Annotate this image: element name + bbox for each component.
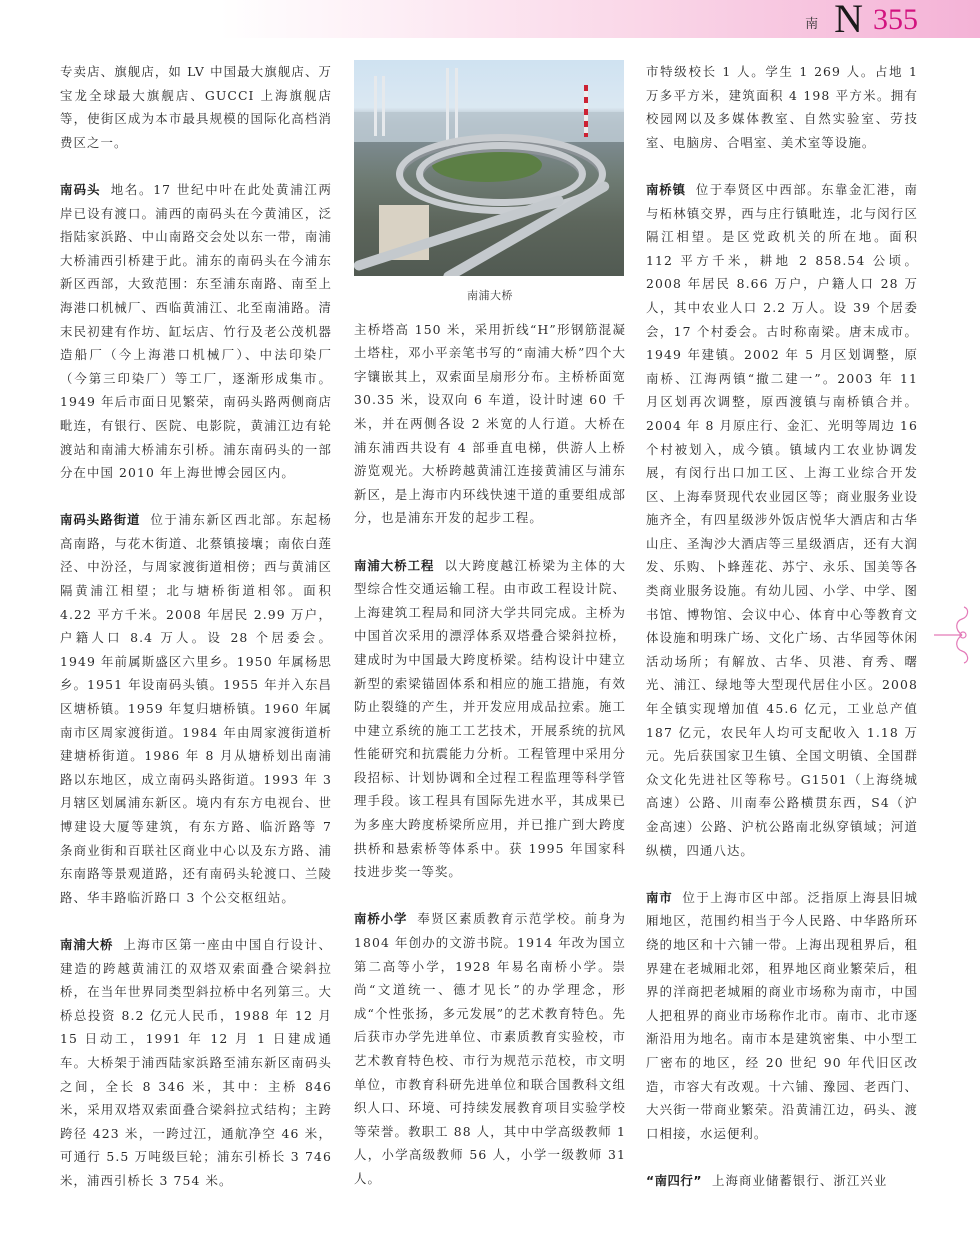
- entry-term: 南码头路街道: [60, 512, 141, 528]
- column-middle: [354, 60, 626, 1214]
- entry-term: 南浦大桥: [60, 936, 114, 952]
- entry-nanpu-bridge: [60, 933, 332, 1193]
- entry-text: 位于上海市区中部。泛指原上海县旧城厢地区，范围约相当于今人民路、中华路所环绕的地区和十六铺一带。上海出现租界后，租界建在老城厢北郊，租界地区商业繁荣后，租界的洋商把老城厢的商业市场称为南市，中国人把租界的商业市场称作北市。南市、北市逐渐沿用为地名。南市本是建筑密集、中小型工厂密布的地区，经 20 世纪 90 年代旧区改造，市容大有改观。十六铺、豫园、老西门、大兴街一带商业繁荣。沿黄浦江边，码头、渡口相接，水运便利。: [646, 889, 918, 1141]
- figure: [354, 60, 626, 308]
- scroll-ornament-icon: [932, 605, 978, 665]
- figure-caption: 南浦大桥: [467, 289, 513, 302]
- entry-nanpu-bridge-project: [354, 554, 626, 884]
- entry-text: 市特级校长 1 人。学生 1 269 人。占地 1 万多平方米，建筑面积 4 198 平方米。拥有校园网以及多媒体教室、自然实验室、劳技室、电脑房、合唱室、美术室等设施。: [646, 64, 918, 150]
- page-header: [805, 0, 918, 41]
- entry-text: 专卖店、旗舰店，如 LV 中国最大旗舰店、万宝龙全球最大旗舰店、GUCCI 上海旗舰店等，使街区成为本市最具规模的国际化高档消费区之一。: [60, 64, 332, 150]
- entry-nansihang: [646, 1169, 918, 1193]
- entry-text: 地名。17 世纪中叶在此处黄浦江两岸已设有渡口。浦西的南码头在今黄浦区，泛指陆家浜路、中山南路交会处以东一带，南浦大桥浦西引桥建于此。浦东的南码头在今浦东新区西部，大致范围：东至浦东南路、南至上海港口机械厂、西临黄浦江、北至南浦路。清末民初建有作坊、缸坛店、竹行及老公茂机器造船厂（今上海港口机械厂）、中法印染厂（今第三印染厂）等工厂，逐渐形成集市。1949 年后市面日见繁荣，南码头路两侧商店毗连，有银行、医院、电影院，黄浦江边有轮渡站和南浦大桥浦东引桥。浦东南码头的一部分在中国 2010 年上海世博会园区内。: [60, 181, 333, 481]
- photo-tower: [382, 76, 385, 136]
- entry-term: 南桥镇: [646, 181, 686, 197]
- entry-text: 以大跨度越江桥梁为主体的大型综合性交通运输工程。由市政工程设计院、上海建筑工程局和同济大学共同完成。主桥为中国首次采用的漂浮体系双塔叠合梁斜拉桥，建成时为中国最大跨度桥梁。结构设计中建立新型的索梁锚固体系和相应的施工措施，有效防止裂缝的产生，并开发应用成品拉索。施工中建立系统的施工工艺技术，开展系统的抗风性能研究和抗震能力分析。工程管理中采用分段招标、计划协调和全过程工程监理等科学管理手段。该工程具有国际先进水平，其成果已为多座大跨度桥梁所应用，并已推广到大跨度拱桥和悬索桥等体系中。获 1995 年国家科技进步奖一等奖。: [354, 557, 626, 880]
- entry-text: 上海商业储蓄银行、浙江兴业: [711, 1172, 888, 1188]
- ornament-scroll-bottom: [957, 635, 968, 663]
- column-left: [60, 60, 332, 1216]
- entry-text: 位于奉贤区中西部。东靠金汇港，南与柘林镇交界，西与庄行镇毗连，北与闵行区隔江相望。是区党政机关的所在地。面积 112 平方千米，耕地 2 858.54 公顷。2008 年居民 8.66 万户，户籍人口 28 万人，其中农业人口 2.2 万人。设 39 个居委会，17 个村委会。古时称南梁。唐末成市。1949 年建镇。2002 年 5 月区划调整，原南桥、江海两镇“撤二建一”。2003 年 11 月区划再次调整，原西渡镇与南桥镇合并。2004 年 8 月原庄行、金汇、光明等周边 16 个村被划入，成今镇。镇域内工农业协调发展，有闵行出口加工区、上海工业综合开发区、上海奉贤现代农业园区等；商业服务业设施齐全，有四星级涉外饭店悦华大酒店和古华山庄、圣淘沙大酒店等三星级酒店，还有大润发、乐购、卜蜂莲花、苏宁、永乐、国美等各类商业服务设施。有幼儿园、小学、中学、图书馆、博物馆、会议中心、体育中心等教育文体设施和明珠广场、文化广场、古华园等休闲活动场所；有解放、古华、贝港、育秀、曙光、浦江、绿地等大型现代居住小区。2008 年全镇实现增加值 45.6 亿元，工业总产值 187 亿元，农民年人均可支配收入 1.18 万元。先后获国家卫生镇、全国文明镇、全国群众文化先进社区等称号。G1501（上海绕城高速）公路、川南奉公路横贯东西，S4（沪金高速）公路、沪杭公路南北纵穿镇域；河道纵横，四通八达。: [646, 181, 918, 858]
- section-letter: N: [834, 0, 863, 41]
- entry-paragraph: [354, 318, 626, 530]
- entry-paragraph: [646, 60, 918, 154]
- photo-tower: [446, 68, 449, 148]
- bridge-photo: [354, 60, 624, 276]
- entry-text: 主桥塔高 150 米，采用折线“H”形钢筋混凝土塔柱，邓小平亲笔书写的“南浦大桥”四个大字镶嵌其上，双索面呈扇形分布。主桥桥面宽 30.35 米，设双向 6 车道，设计时速 60 千米，并在两侧各设 2 米宽的人行道。大桥在浦东浦西共设有 4 部垂直电梯，供游人上桥游览观光。大桥跨越黄浦江连接黄浦区与浦东新区，是上海市内环线快速干道的重要组成部分，也是浦东开发的起步工程。: [354, 321, 626, 526]
- entry-paragraph: [60, 60, 332, 154]
- entry-text: 上海市区第一座由中国自行设计、建造的跨越黄浦江的双塔双索面叠合梁斜拉桥，在当年世界同类型斜拉桥中名列第三。大桥总投资 8.2 亿元人民币，1988 年 12 月 15 日动工，1991 年 12 月 1 日建成通车。大桥架于浦西陆家浜路至浦东新区南码头之间，全长 8 346 米，其中：主桥 846 米，采用双塔双索面叠合梁斜拉式结构；主跨跨径 423 米，一跨过江，通航净空 46 米，可通行 5.5 万吨级巨轮；浦东引桥长 3 746 米，浦西引桥长 3 754 米。: [60, 936, 333, 1188]
- entry-term: 南码头: [60, 181, 101, 197]
- entry-text: 奉贤区素质教育示范学校。前身为 1804 年创办的文游书院。1914 年改为国立第二高等小学，1928 年易名南桥小学。崇尚“文道统一、德才见长”的办学理念，形成“个性张扬，多元发展”的艺术教育特色。先后获市办学先进单位、市素质教育实验校，市艺术教育特色校、市行为规范示范校，市文明单位，市教育科研先进单位和联合国教科文组织人口、环境、可持续发展教育项目实验学校等荣誉。教职工 88 人，其中中学高级教师 1 人，小学高级教师 56 人，小学一级教师 31 人。: [354, 911, 627, 1186]
- entry-nanqiao-town: [646, 178, 918, 862]
- section-char: 南: [805, 17, 819, 32]
- entry-nanshi: [646, 886, 918, 1146]
- entry-term: 南桥小学: [354, 911, 408, 927]
- entry-nanmatou: [60, 178, 332, 485]
- entry-term: 南市: [646, 889, 673, 905]
- entry-term: “南四行”: [646, 1172, 702, 1188]
- entry-nanmatou-road-subdistrict: [60, 508, 332, 909]
- photo-chimney: [584, 85, 588, 137]
- entry-nanqiao-primary-school: [354, 907, 626, 1190]
- photo-tower: [455, 68, 458, 148]
- entry-text: 位于浦东新区西北部。东起杨高南路，与花木街道、北蔡镇接壤；南依白莲泾、中汾泾，与周家渡街道相傍；西与黄浦区隔黄浦江相望；北与塘桥街道相邻。面积 4.22 平方千米。2008 年居民 2.99 万户，户籍人口 8.4 万人。设 28 个居委会。1949 年前属斯盛区六里乡。1950 年属杨思乡。1951 年设南码头镇。1955 年并入东昌区塘桥镇。1959 年复归塘桥镇。1960 年属南市区周家渡街道。1984 年由周家渡街道析建塘桥街道。1986 年 8 月从塘桥划出南浦路以东地区，成立南码头路街道。1993 年 3 月辖区划属浦东新区。境内有东方电视台、世博建设大厦等建筑，有东方路、临沂路等 7 条商业街和百联社区商业中心以及东方路、浦东南路等景观道路，还有南码头轮渡口、兰陵路、华丰路临沂路口 3 个公交枢纽站。: [60, 512, 332, 905]
- column-right: [646, 60, 918, 1216]
- entry-term: 南浦大桥工程: [354, 557, 435, 573]
- photo-tower: [374, 76, 377, 136]
- ornament-scroll-top: [957, 607, 968, 635]
- page-number: 355: [873, 3, 918, 36]
